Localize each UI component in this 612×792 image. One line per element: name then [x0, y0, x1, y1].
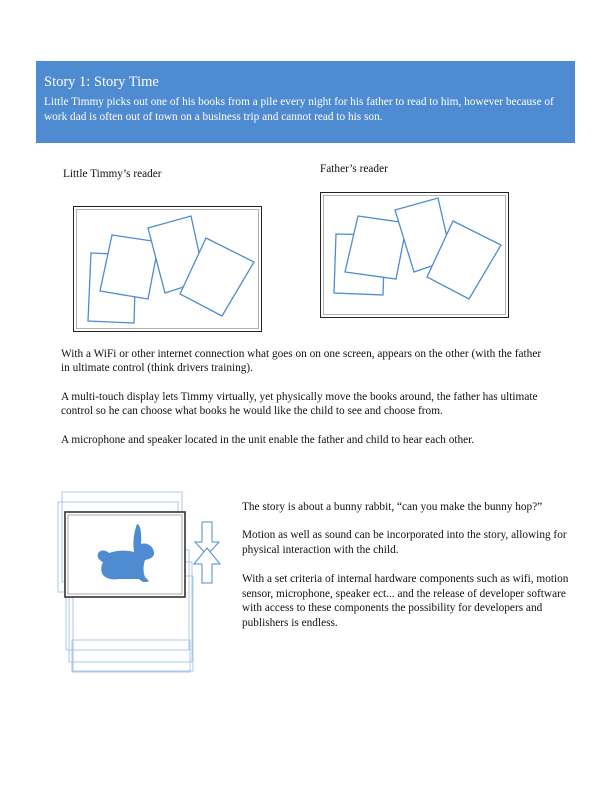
up-down-arrows-icon — [194, 522, 220, 583]
story-title: Story 1: Story Time — [44, 74, 159, 90]
story-description: Little Timmy picks out one of his books from a pile every night for his father to read to him, however because of work dad is often out of town on a business trip and cannot read to his son. — [44, 96, 554, 123]
bunny-reader-illustration — [57, 490, 237, 675]
child-reader-label: Little Timmy’s reader — [63, 168, 162, 180]
book-cards-icon — [74, 207, 261, 331]
child-reader-device — [73, 206, 262, 332]
bunny-story-text: The story is about a bunny rabbit, “can you make the bunny hop?” — [242, 501, 543, 513]
father-reader-label: Father’s reader — [320, 163, 388, 175]
paragraph-wifi: With a WiFi or other internet connection what goes on on one screen, appears on the other (with the father in ultimate control (think drivers training). — [61, 348, 542, 374]
paragraph-microphone: A microphone and speaker located in the unit enable the father and child to hear each other. — [61, 434, 475, 446]
hardware-components-text: With a set criteria of internal hardware components such as wifi, motion sensor, microphone, speaker ect... and the release of developer software with access to these components the possibility for developers and publishers is endless. — [242, 573, 569, 629]
paragraph-multitouch: A multi-touch display lets Timmy virtually, yet physically move the books around, the father has ultimate control so he can choose what books he would like the child to see and choose from. — [61, 391, 538, 417]
story-banner — [36, 61, 575, 143]
motion-sound-text: Motion as well as sound can be incorporated into the story, allowing for physical interaction with the child. — [242, 529, 567, 556]
book-cards-icon — [321, 193, 508, 317]
father-reader-device — [320, 192, 509, 318]
